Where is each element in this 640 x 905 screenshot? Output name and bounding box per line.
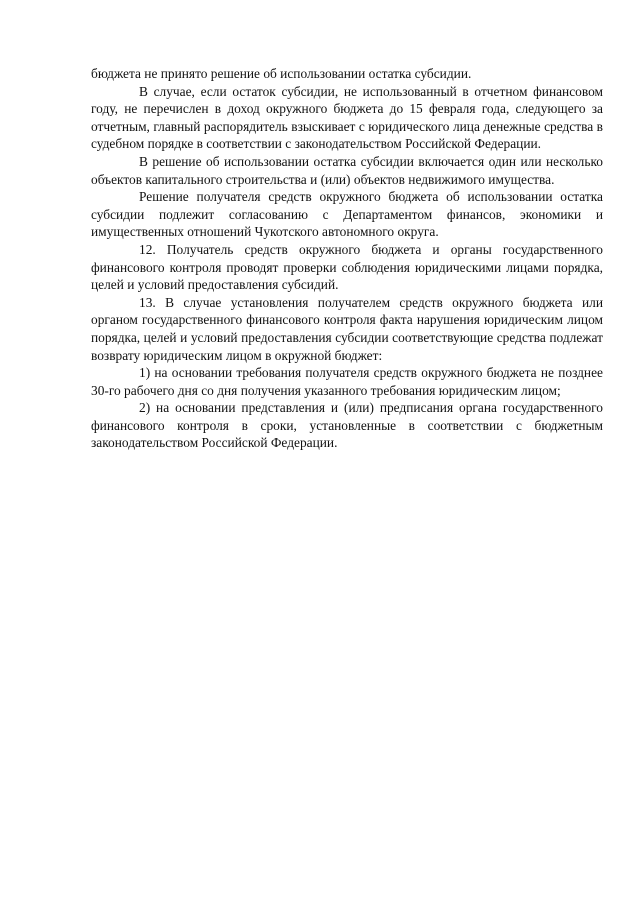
paragraph-item-13: 13. В случае установления получателем средств окружного бюджета или органом государственного финансового контроля факта нарушения юридическим лицом порядка, целей и условий предоставления субсидии соответствующие средства подлежат возврату юридическим лицом в окружной бюджет: (91, 294, 603, 363)
paragraph-item-12: 12. Получатель средств окружного бюджета и органы государственного финансового контроля проводят проверки соблюдения юридическими лицами порядка, целей и условий предоставления субсидий. (91, 241, 603, 293)
paragraph-subitem-1: 1) на основании требования получателя средств окружного бюджета не позднее 30-го рабочего дня со дня получения указанного требования юридическим лицом; (91, 365, 603, 398)
paragraph-decision-contents: В решение об использовании остатка субсидии включается один или несколько объектов капитального строительства и (или) объектов недвижимого имущества. (91, 153, 603, 187)
paragraph-unused-subsidy-recovery: В случае, если остаток субсидии, не использованный в отчетном финансовом году, не перечислен в доход окружного бюджета до 15 февраля года, следующего за отчетным, главный распорядитель взыскивает с юридического лица денежные средства в судебном порядке в соответствии с законодательством Российской Федерации. (91, 83, 603, 152)
paragraph-decision-approval: Решение получателя средств окружного бюджета об использовании остатка субсидии подлежит согласованию с Департаментом финансов, экономики и имущественных отношений Чукотского автономного округа. (91, 189, 603, 240)
paragraph-subitem-2: 2) на основании представления и (или) предписания органа государственного финансового контроля в сроки, установленные в соответствии с бюджетным законодательством Российской Федерации. (91, 400, 603, 451)
paragraph-continuation: бюджета не принято решение об использовании остатка субсидии. (91, 66, 472, 81)
document-page (91, 65, 603, 452)
